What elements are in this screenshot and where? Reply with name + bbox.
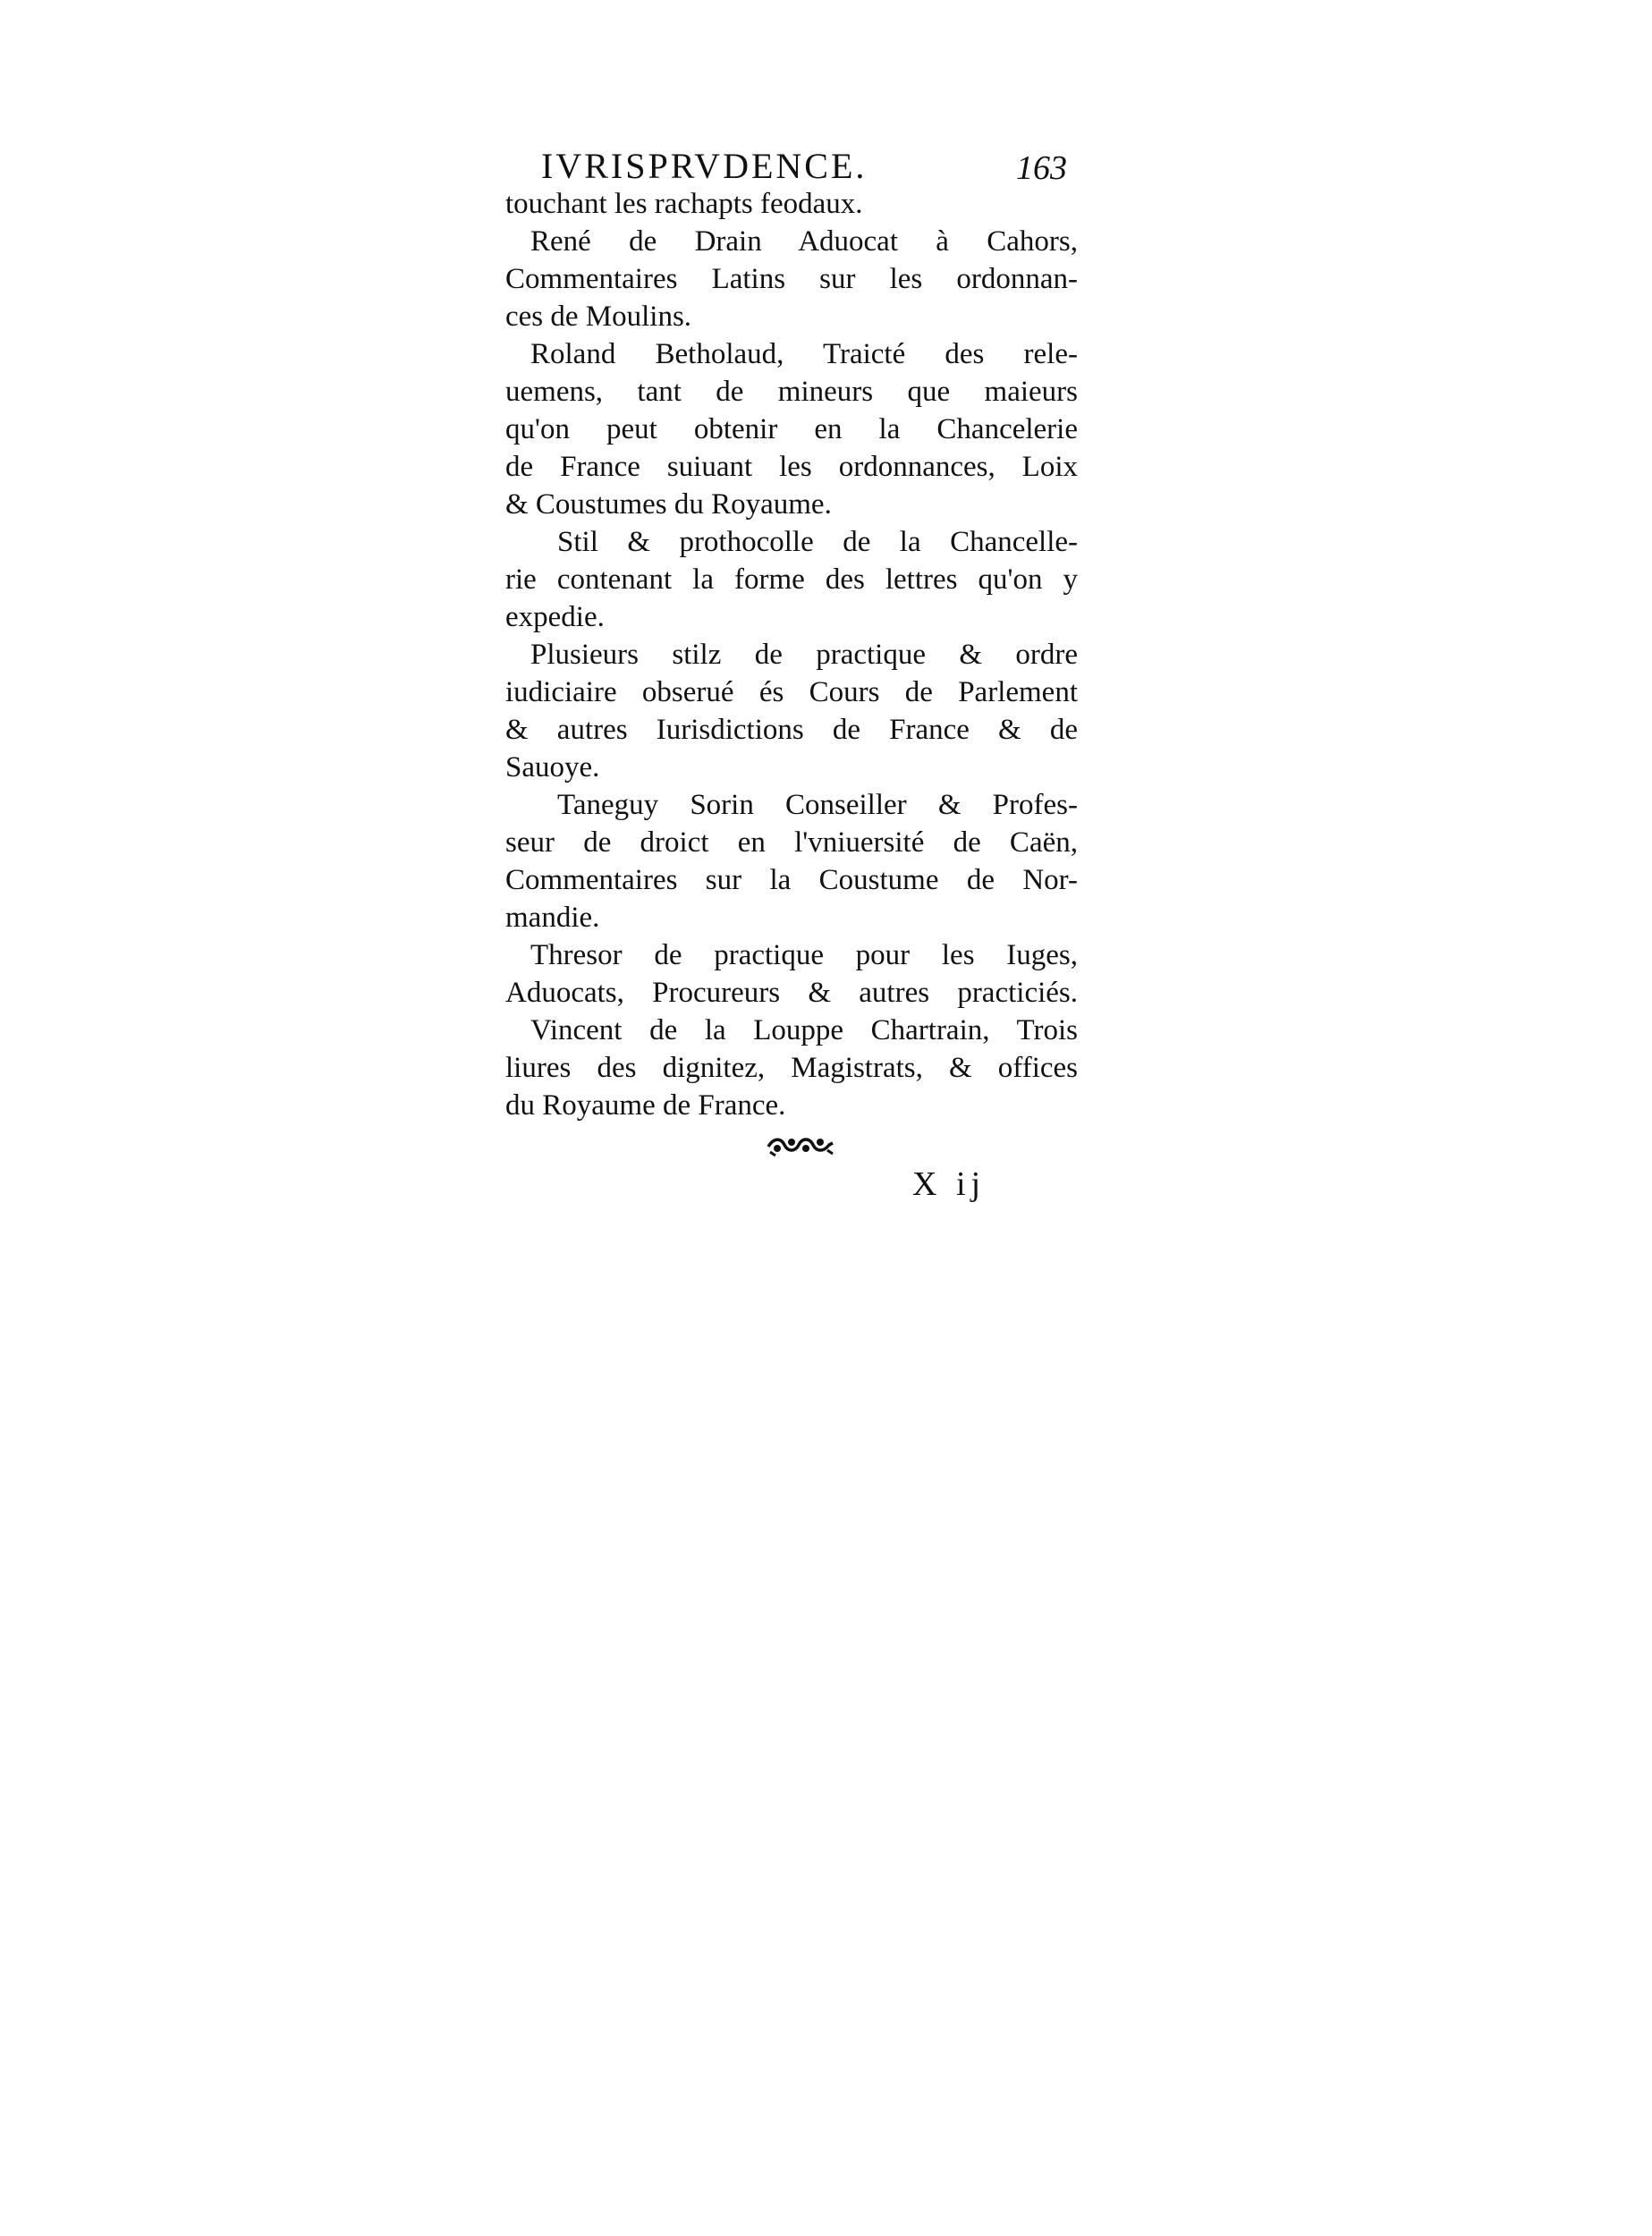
- text-line: Vincent de la Louppe Chartrain, Trois: [530, 1014, 1078, 1046]
- page-header: [505, 141, 1078, 191]
- text-line: Taneguy Sorin Conseiller & Profes-: [557, 789, 1078, 821]
- text-line: iudiciaire obserué és Cours de Parlement: [505, 676, 1078, 708]
- text-line: mandie.: [505, 902, 600, 934]
- text-line: & Coustumes du Royaume.: [505, 488, 832, 521]
- text-line: touchant les rachapts feodaux.: [505, 188, 863, 220]
- text-line: qu'on peut obtenir en la Chancelerie: [505, 413, 1078, 445]
- text-line: Plusieurs stilz de practique & ordre: [530, 639, 1078, 671]
- text-line: liures des dignitez, Magistrats, & offices: [505, 1052, 1078, 1084]
- text-block: [505, 185, 1078, 1124]
- text-line: Sauoye.: [505, 751, 600, 783]
- text-line: Stil & prothocolle de la Chancelle-: [557, 526, 1078, 558]
- text-line: expedie.: [505, 601, 605, 633]
- signature-mark: X ij: [912, 1165, 987, 1203]
- text-line: René de Drain Aduocat à Cahors,: [530, 225, 1078, 258]
- text-line: Roland Betholaud, Traicté des rele-: [530, 338, 1078, 370]
- page-number: 163: [1016, 149, 1067, 187]
- text-line: Thresor de practique pour les Iuges,: [530, 939, 1078, 971]
- text-line: Commentaires Latins sur les ordonnan-: [505, 263, 1078, 295]
- text-line: de France suiuant les ordonnances, Loix: [505, 451, 1078, 483]
- text-line: seur de droict en l'vniuersité de Caën,: [505, 826, 1078, 859]
- fleuron-ornament-icon: [765, 1134, 836, 1157]
- text-line: Commentaires sur la Coustume de Nor-: [505, 864, 1078, 896]
- text-line: uemens, tant de mineurs que maieurs: [505, 376, 1078, 408]
- running-title: IVRISPRVDENCE.: [541, 146, 868, 186]
- text-line: du Royaume de France.: [505, 1089, 786, 1122]
- text-line: & autres Iurisdictions de France & de: [505, 714, 1078, 746]
- text-line: rie contenant la forme des lettres qu'on y: [505, 563, 1078, 596]
- text-line: Aduocats, Procureurs & autres practiciés.: [505, 977, 1078, 1009]
- text-line: ces de Moulins.: [505, 301, 692, 333]
